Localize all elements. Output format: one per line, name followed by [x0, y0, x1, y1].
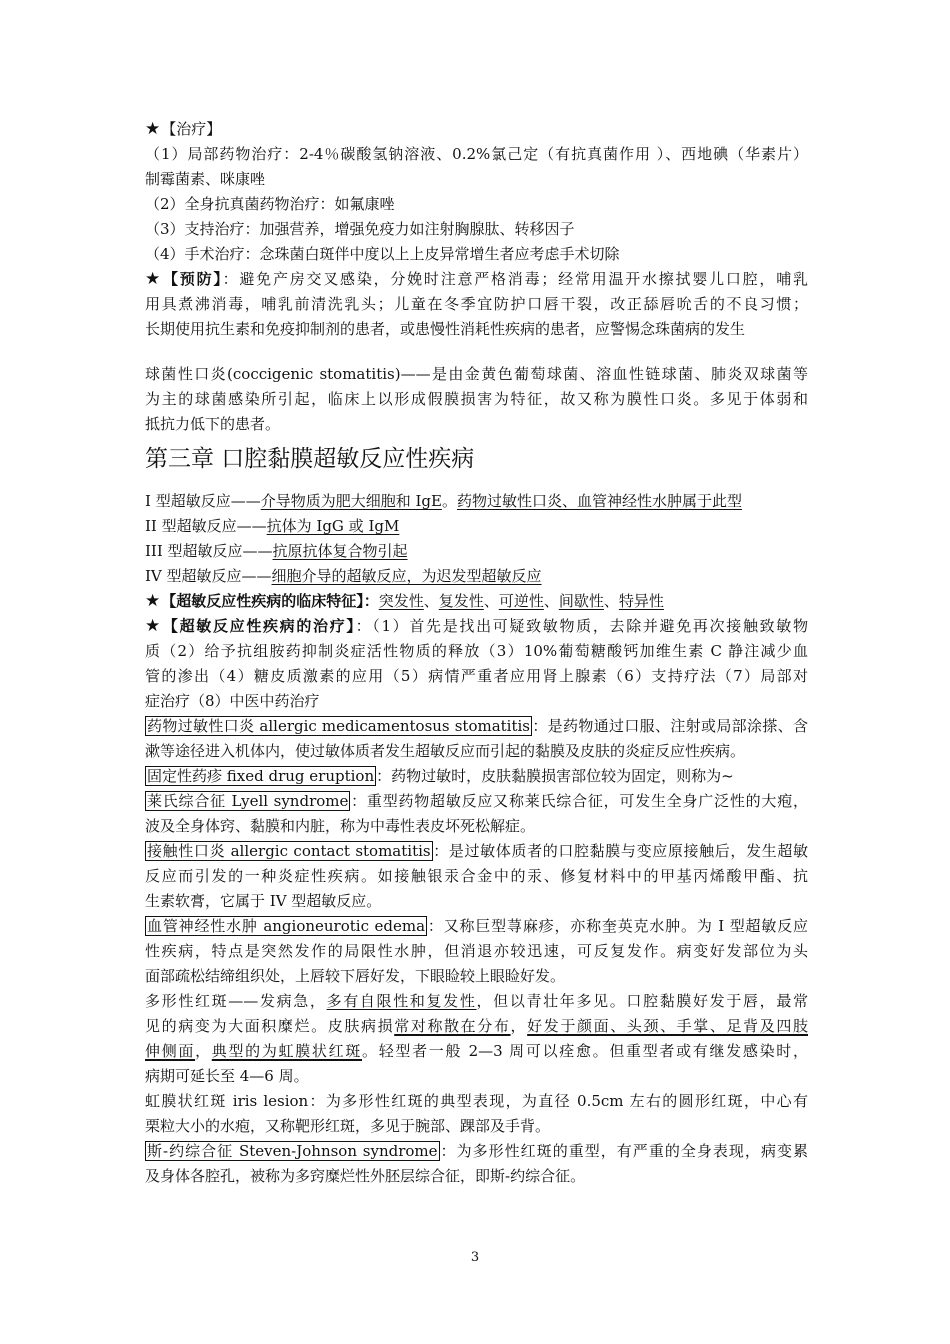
feature-item: 复发性	[438, 592, 484, 610]
term-box: 接触性口炎 allergic contact stomatitis	[147, 842, 431, 860]
type-1-hypersensitivity: I 型超敏反应——介导物质为肥大细胞和 IgE。药物过敏性口炎、血管神经性水肿属于此型	[145, 492, 742, 510]
lyell-line-2: 波及全身体窍、黏膜和内脏，称为中毒性表皮坏死松解症。	[145, 817, 536, 835]
treatment-item-4: （4）手术治疗：念珠菌白斑伴中度以上上皮异常增生者应考虑手术切除	[145, 245, 620, 263]
clinical-features: ★【超敏反应性疾病的临床特征】：突发性、复发性、可逆性、间歇性、特异性	[145, 591, 664, 611]
treatment-item-3: （3）支持治疗：加强营养，增强免疫力如注射胸腺肽、转移因子	[145, 220, 575, 238]
treatment-item-1-cont: 制霉菌素、咪康唑	[145, 170, 266, 188]
sjs-line-2: 及身体各腔孔，被称为多窍糜烂性外胚层综合征，即斯-约综合征。	[145, 1167, 586, 1185]
contact-paragraph: 接触性口炎 allergic contact stomatitis ：是过敏体质者的口腔黏膜与变应原接触后，发生超敏	[147, 842, 808, 860]
coccigenic-line-3: 抵抗力低下的患者。	[145, 415, 281, 433]
drug-stomatitis-paragraph: 药物过敏性口炎 allergic medicamentosus stomatitis ：是药物通过口服、注射或局部涂搽、含	[147, 717, 808, 735]
term-box: 药物过敏性口炎 allergic medicamentosus stomatitis	[147, 717, 531, 735]
erythema-line-3: 伸侧面，典型的为虹膜状红斑。轻型者一般 2—3 周可以痊愈。但重型者或有继发感染时，	[145, 1042, 808, 1060]
type-3-hypersensitivity: III 型超敏反应——抗原抗体复合物引起	[145, 542, 408, 560]
therapy-line-3: 管的渗出（4）糖皮质激素的应用（5）病情严重者应用肾上腺素（6）支持疗法（7）局部对	[145, 667, 808, 685]
angioedema-paragraph: 血管神经性水肿 angioneurotic edema ：又称巨型荨麻疹，亦称奎英克水肿。为 I 型超敏反应	[147, 917, 808, 935]
coccigenic-line-2: 为主的球菌感染所引起，临床上以形成假膜损害为特征，故又称为膜性口炎。多见于体弱和	[145, 390, 808, 408]
therapy-paragraph: ★【超敏反应性疾病的治疗】：（1）首先是找出可疑致敏物质，去除并避免再次接触致敏物	[145, 616, 808, 636]
feature-item: 突发性	[378, 592, 424, 610]
page-number: 3	[470, 1250, 480, 1265]
treatment-item-2: （2）全身抗真菌药物治疗：如氟康唑	[145, 195, 395, 213]
contact-line-3: 生素软膏，它属于 IV 型超敏反应。	[145, 892, 382, 910]
erythema-line-2: 见的病变为大面积糜烂。皮肤病损常对称散在分布，好发于颜面、头颈、手掌、足背及四肢	[145, 1017, 808, 1035]
term-box: 固定性药疹 fixed drug eruption	[147, 767, 375, 785]
erythema-paragraph: 多形性红斑——发病急，多有自限性和复发性，但以青壮年多见。口腔黏膜好发于唇，最常	[145, 992, 808, 1010]
contact-line-2: 反应而引发的一种炎症性疾病。如接触银汞合金中的汞、修复材料中的甲基丙烯酸甲酯、抗	[145, 867, 808, 885]
coccigenic-paragraph: 球菌性口炎(coccigenic stomatitis)——是由金黄色葡萄球菌、溶血性链球菌、肺炎双球菌等	[145, 365, 808, 383]
prevention-line-3: 长期使用抗生素和免疫抑制剂的患者，或患慢性消耗性疾病的患者，应警惕念珠菌病的发生	[145, 320, 746, 338]
chapter-title: 第三章 口腔黏膜超敏反应性疾病	[145, 446, 475, 472]
feature-item: 特异性	[618, 592, 664, 610]
angioedema-line-3: 面部疏松结缔组织处，上唇较下唇好发，下眼睑较上眼睑好发。	[145, 967, 566, 985]
drug-stomatitis-line-2: 漱等途径进入机体内，使过敏体质者发生超敏反应而引起的黏膜及皮肤的炎症反应性疾病。	[145, 742, 746, 760]
fixed-drug-paragraph: 固定性药疹 fixed drug eruption ：药物过敏时，皮肤黏膜损害部位较为固定，则称为~	[147, 767, 734, 785]
text-column	[145, 117, 808, 1189]
star-icon: ★	[145, 591, 161, 611]
star-icon: ★	[145, 119, 161, 139]
erythema-line-4: 病期可延长至 4—6 周。	[145, 1067, 309, 1085]
therapy-line-4: 症治疗（8）中医中药治疗	[145, 692, 320, 710]
sjs-paragraph: 斯-约综合征 Steven-Johnson syndrome ：为多形性红斑的重型，有严重的全身表现，病变累	[147, 1142, 808, 1160]
star-icon: ★	[145, 616, 162, 636]
term-box: 莱氏综合征 Lyell syndrome	[147, 792, 349, 810]
term-box: 血管神经性水肿 angioneurotic edema	[147, 917, 426, 935]
iris-lesion-line-2: 栗粒大小的水疱，又称靶形红斑，多见于腕部、踝部及手背。	[145, 1117, 551, 1135]
iris-lesion-paragraph: 虹膜状红斑 iris lesion：为多形性红斑的典型表现，为直径 0.5cm 左右的圆形红斑，中心有	[145, 1092, 808, 1110]
prevention-line-2: 用具煮沸消毒，哺乳前清洗乳头；儿童在冬季宜防护口唇干裂，改正舔唇吮舌的不良习惯；	[145, 295, 808, 313]
type-2-hypersensitivity: II 型超敏反应——抗体为 IgG 或 IgM	[145, 517, 400, 535]
term-box: 斯-约综合征 Steven-Johnson syndrome	[147, 1142, 438, 1160]
feature-item: 可逆性	[498, 592, 544, 610]
prevention-paragraph: ★【预防】：避免产房交叉感染，分娩时注意严格消毒；经常用温开水擦拭婴儿口腔，哺乳	[145, 269, 808, 289]
lyell-paragraph: 莱氏综合征 Lyell syndrome ：重型药物超敏反应又称莱氏综合征，可发生全身广泛性的大疱，	[147, 792, 808, 810]
treatment-heading: ★【治疗】	[145, 119, 222, 139]
type-4-hypersensitivity: IV 型超敏反应——细胞介导的超敏反应，为迟发型超敏反应	[145, 567, 542, 585]
feature-item: 间歇性	[558, 592, 604, 610]
treatment-item-1: （1）局部药物治疗：2-4％碳酸氢钠溶液、0.2%氯己定（有抗真菌作用 ）、西地碘（华素片）	[145, 145, 808, 163]
therapy-line-2: 质（2）给予抗组胺药抑制炎症活性物质的释放（3）10%葡萄糖酸钙加维生素 C 静注减少血	[145, 642, 808, 660]
star-icon: ★	[145, 269, 163, 289]
angioedema-line-2: 性疾病，特点是突然发作的局限性水肿，但消退亦较迅速，可反复发作。病变好发部位为头	[145, 942, 808, 960]
